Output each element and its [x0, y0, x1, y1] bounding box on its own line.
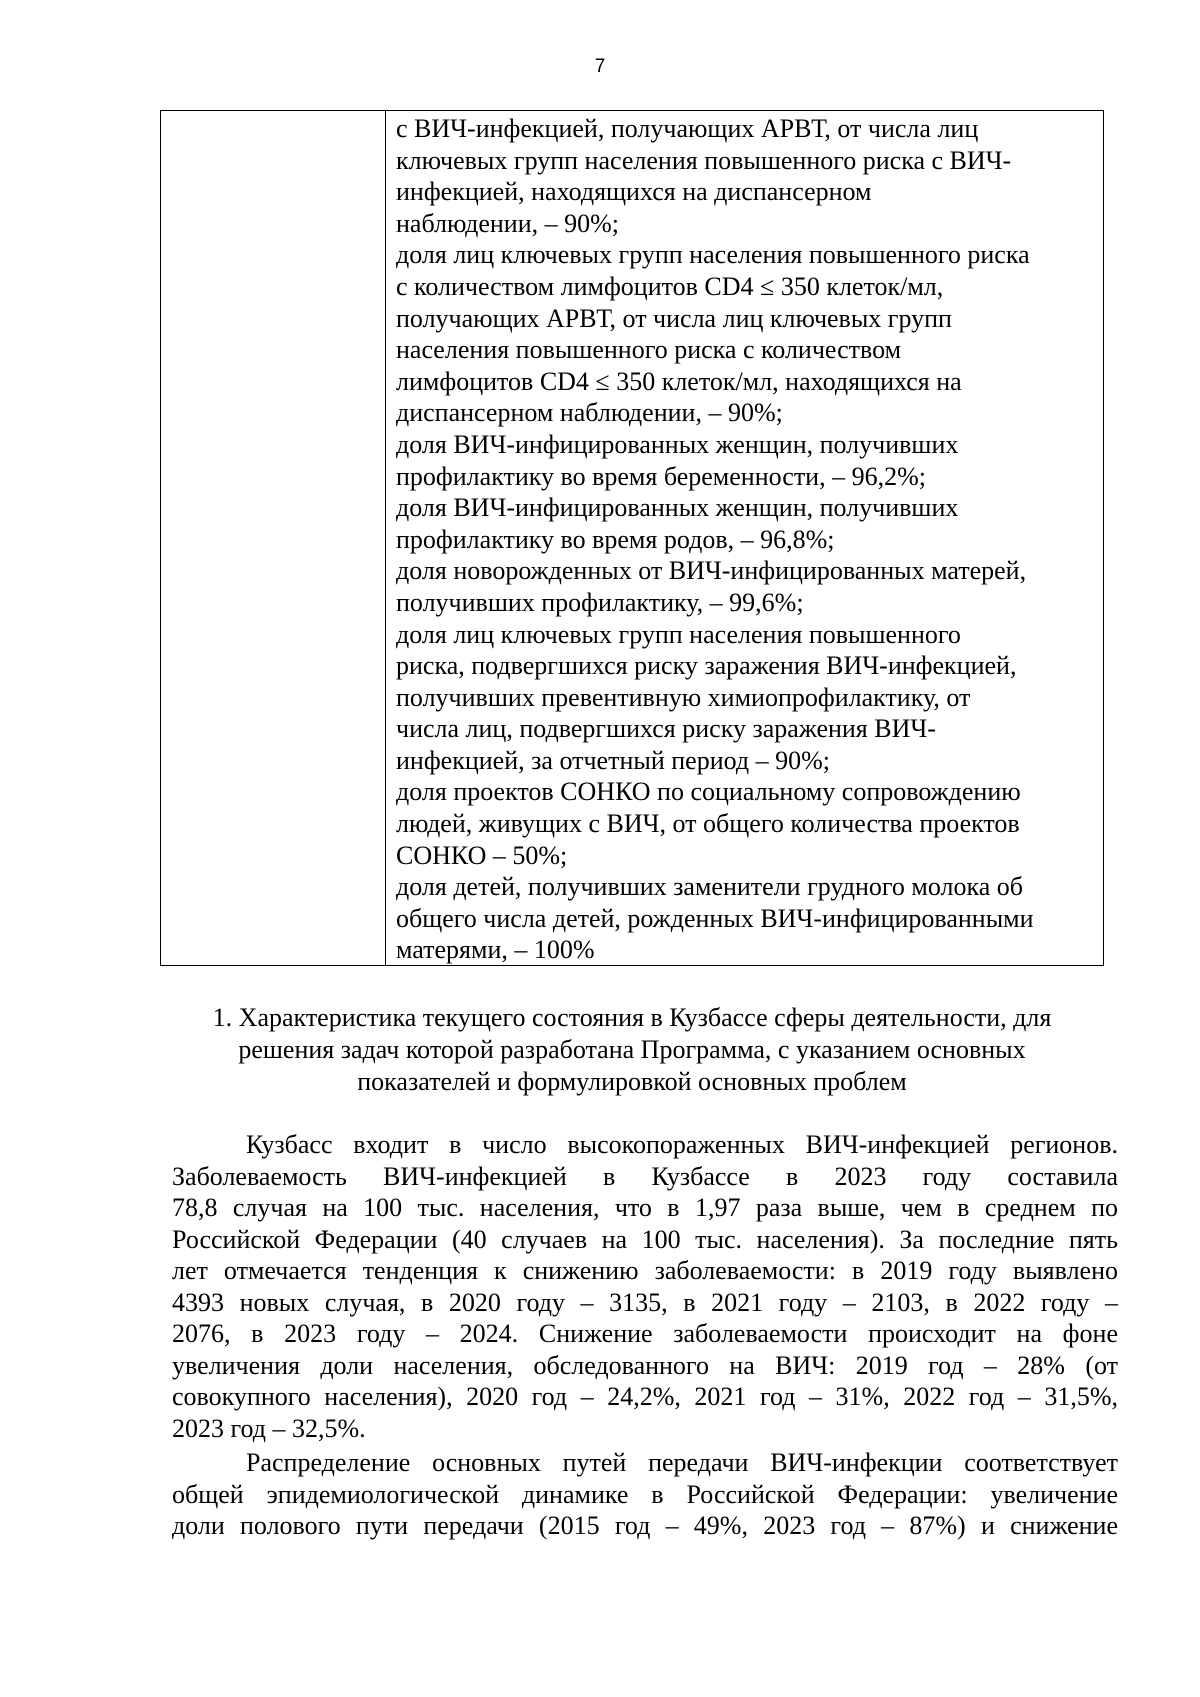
table-line: получающих АРВТ, от числа лиц ключевых групп: [396, 303, 952, 333]
table-line: получивших профилактику, – 99,6%;: [396, 587, 804, 617]
section-heading-line: 1. Характеристика текущего состояния в Кузбассе сферы деятельности, для: [212, 1003, 1052, 1032]
section-heading-line: решения задач которой разработана Программа, с указанием основных: [238, 1035, 1026, 1064]
table-line: диспансерном наблюдении, – 90%;: [396, 398, 783, 428]
table-line: наблюдении, – 90%;: [396, 208, 620, 238]
paragraph-line: лет отмечается тенденция к снижению заболеваемости: в 2019 году выявлено: [172, 1256, 1118, 1285]
paragraph-line: совокупного населения), 2020 год – 24,2%, 2021 год – 31%, 2022 год – 31,5%,: [172, 1382, 1118, 1411]
table-line: ключевых групп населения повышенного риска с ВИЧ-: [396, 145, 1012, 175]
table-line: населения повышенного риска с количеством: [396, 335, 902, 365]
paragraph-line: 4393 новых случая, в 2020 году – 3135, в 2021 году – 2103, в 2022 году –: [172, 1287, 1118, 1317]
paragraph-line: Заболеваемость ВИЧ-инфекцией в Кузбассе в 2023 году составила: [172, 1161, 1118, 1191]
paragraph-line: 78,8 случая на 100 тыс. населения, что в 1,97 раза выше, чем в среднем по: [172, 1193, 1118, 1222]
table-line: профилактику во время родов, – 96,8%;: [396, 524, 835, 554]
paragraph-incidence: [172, 1129, 1118, 1444]
table-line: общего числа детей, рожденных ВИЧ-инфицированными: [396, 903, 1034, 933]
table-line: инфекцией, за отчетный период – 90%;: [396, 745, 830, 775]
table-line: с ВИЧ-инфекцией, получающих АРВТ, от числа лиц: [396, 114, 979, 143]
table-cell-empty: [161, 111, 386, 965]
table-line: лимфоцитов CD4 ≤ 350 клеток/мл, находящихся на: [396, 366, 962, 396]
paragraph-line: общей эпидемиологической динамике в Российской Федерации: увеличение: [172, 1479, 1118, 1509]
table-line: доля новорожденных от ВИЧ-инфицированных матерей,: [396, 556, 1027, 586]
table-line: инфекцией, находящихся на диспансерном: [396, 177, 872, 207]
paragraph-line: Российской Федерации (40 случаев на 100 тыс. населения). За последние пять: [172, 1224, 1118, 1254]
table-line: людей, живущих с ВИЧ, от общего количества проектов: [396, 809, 1020, 839]
table-line: с количеством лимфоцитов CD4 ≤ 350 клеток/мл,: [396, 271, 944, 301]
paragraph-line: 2076, в 2023 году – 2024. Снижение заболеваемости происходит на фоне: [172, 1319, 1118, 1348]
table-line: доля проектов СОНКО по социальному сопровождению: [396, 777, 1021, 807]
body-text: [172, 1129, 1118, 1545]
table-line: профилактику во время беременности, – 96,2%;: [396, 461, 926, 491]
paragraph-line: доли полового пути передачи (2015 год – 49%, 2023 год – 87%) и снижение: [172, 1511, 1118, 1540]
section-heading-line: показателей и формулировкой основных проблем: [357, 1067, 907, 1096]
table-line: доля ВИЧ-инфицированных женщин, получивших: [396, 493, 959, 523]
table-line: СОНКО – 50%;: [396, 840, 568, 870]
table-cell-indicators: [386, 111, 1103, 965]
table-line: числа лиц, подвергшихся риску заражения ВИЧ-: [396, 714, 936, 744]
section-heading: [160, 1002, 1104, 1098]
table-line: получивших превентивную химиопрофилактику, от: [396, 682, 971, 712]
table-line: доля ВИЧ-инфицированных женщин, получивших: [396, 429, 959, 459]
table-line: доля лиц ключевых групп населения повышенного: [396, 619, 961, 649]
paragraph-transmission: [172, 1447, 1118, 1542]
paragraph-line: Кузбасс входит в число высокопораженных ВИЧ-инфекцией регионов.: [246, 1130, 1118, 1159]
page-number: 7: [594, 56, 606, 77]
paragraph-line: увеличения доли населения, обследованного на ВИЧ: 2019 год – 28% (от: [172, 1350, 1118, 1380]
indicators-table: [160, 110, 1104, 966]
table-line: риска, подвергшихся риску заражения ВИЧ-инфекцией,: [396, 651, 1017, 681]
paragraph-line: 2023 год – 32,5%.: [172, 1413, 366, 1443]
table-line: доля лиц ключевых групп населения повышенного риска: [396, 240, 1030, 270]
table-line: матерями, – 100%: [396, 935, 595, 965]
table-line: доля детей, получивших заменители грудного молока об: [396, 872, 1024, 902]
paragraph-line: Распределение основных путей передачи ВИЧ-инфекции соответствует: [246, 1448, 1118, 1477]
